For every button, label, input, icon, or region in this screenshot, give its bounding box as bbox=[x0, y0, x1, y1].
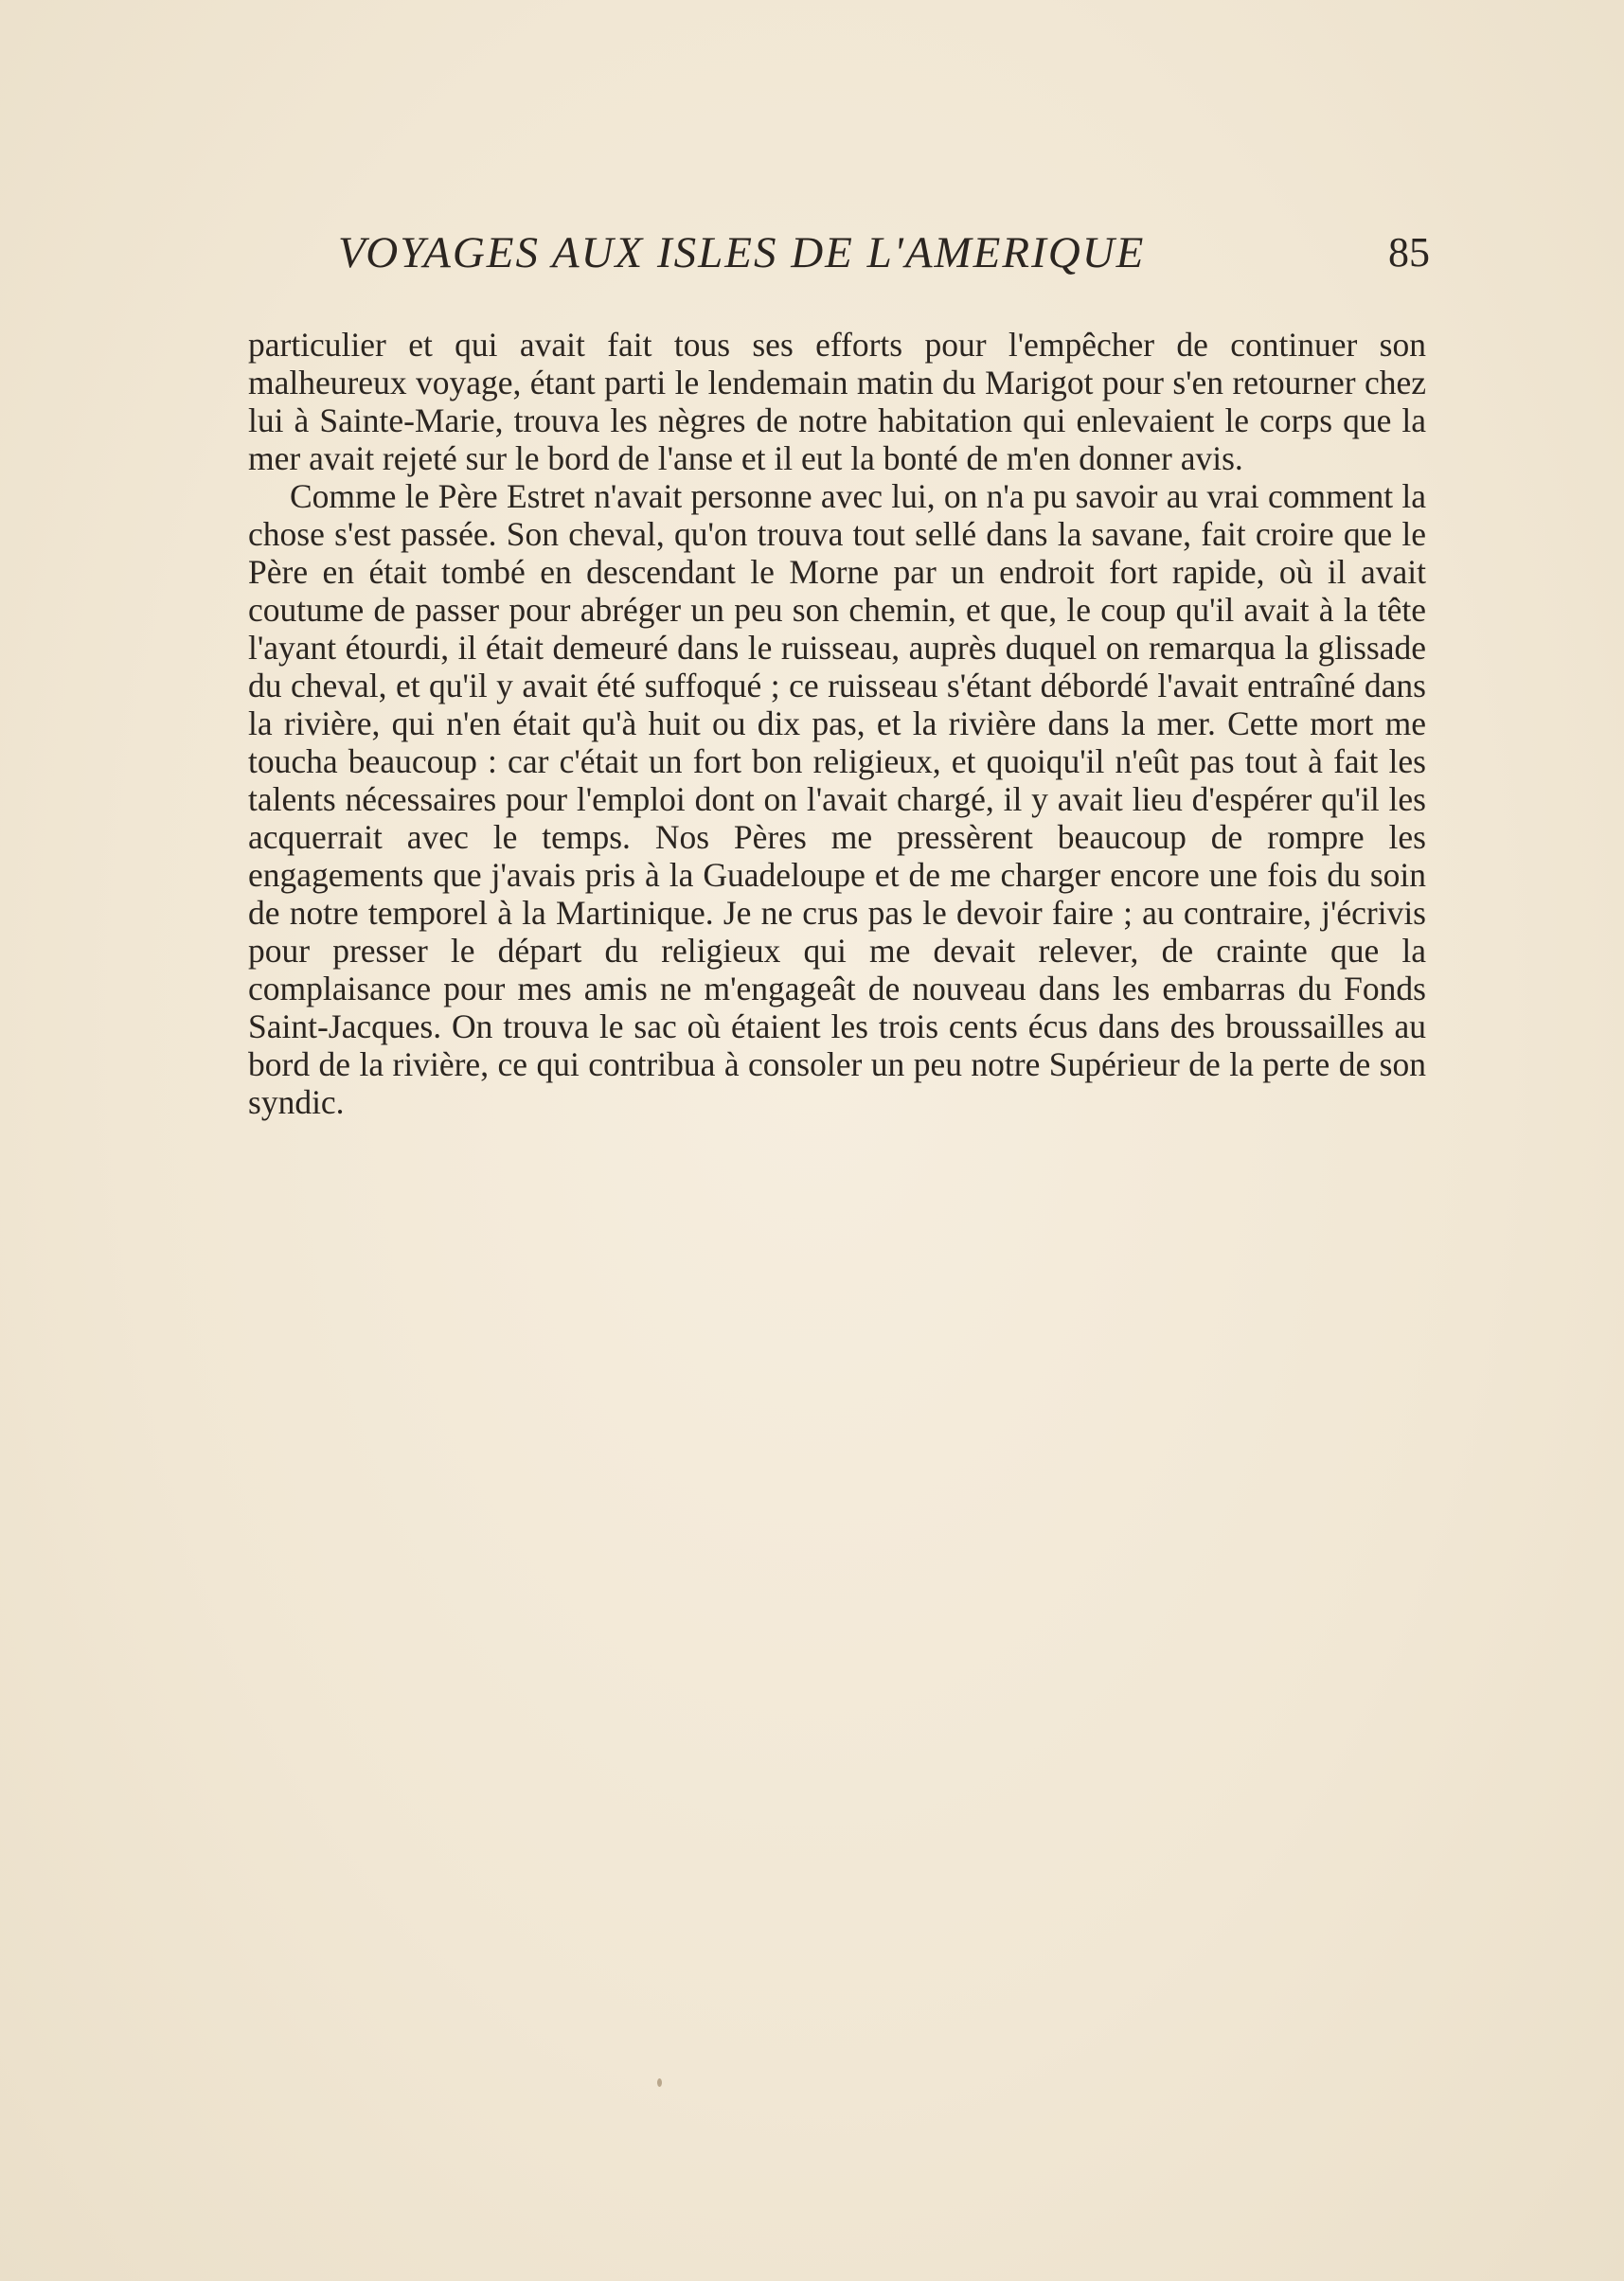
running-head bbox=[248, 220, 1430, 286]
paragraph-estret: Comme le Père Estret n'avait personne avec lui, on n'a pu savoir au vrai comment la chose s'est passée. Son cheval, qu'on trouva tout sellé dans la savane, fait croire que le Père en était tombé en descendant le Morne par un endroit fort rapide, où il avait coutume de passer pour abréger un peu son chemin, et que, le coup qu'il avait à la tête l'ayant étourdi, il était demeuré dans le ruisseau, auprès duquel on remarqua la glissade du cheval, et qu'il y avait été suffoqué ; ce ruisseau s'étant débordé l'avait entraîné dans la rivière, qui n'en était qu'à huit ou dix pas, et la rivière dans la mer. Cette mort me toucha beaucoup : car c'était un fort bon religieux, et quoiqu'il n'eût pas tout à fait les talents nécessaires pour l'emploi dont on l'avait chargé, il y avait lieu d'espérer qu'il les acquerrait avec le temps. Nos Pères me pressèrent beaucoup de rompre les engagements que j'avais pris à la Guadeloupe et de me charger encore une fois du soin de notre temporel à la Martinique. Je ne crus pas le devoir faire ; au contraire, j'écrivis pour presser le départ du religieux qui me devait relever, de crainte que la complaisance pour mes amis ne m'engageât de nouveau dans les embarras du Fonds Saint-Jacques. On trouva le sac où étaient les trois cents écus dans des broussailles au bord de la rivière, ce qui contribua à consoler un peu notre Supérieur de la perte de son syndic. bbox=[248, 477, 1426, 1121]
running-title: VOYAGES AUX ISLES DE L'AMERIQUE bbox=[338, 228, 1146, 277]
paper-speck bbox=[657, 2078, 662, 2087]
paragraph-continuation: particulier et qui avait fait tous ses efforts pour l'empêcher de continuer son malheureux voyage, étant parti le lendemain matin du Marigot pour s'en retourner chez lui à Sainte-Marie, trouva les nègres de notre habitation qui enlevaient le corps que la mer avait rejeté sur le bord de l'anse et il eut la bonté de m'en donner avis. bbox=[248, 326, 1426, 477]
page-number: 85 bbox=[1388, 229, 1430, 276]
body-text bbox=[248, 326, 1426, 1121]
